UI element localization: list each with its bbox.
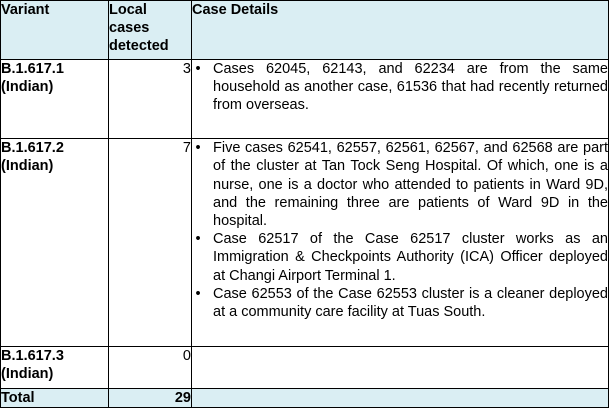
detail-text: Cases 62045, 62143, and 62234 are from the same household as another case, 61536 that had recently returned from overseas. xyxy=(213,61,608,114)
bullet-icon: • xyxy=(195,61,201,77)
detail-text: Case 62553 of the Case 62553 cluster is a cleaner deployed at a community care facility at Tuas South. xyxy=(213,285,608,320)
details-list xyxy=(192,139,608,321)
list-item xyxy=(192,230,608,285)
detail-text: Five cases 62541, 62557, 62561, 62567, and 62568 are part of the cluster at Tan Tock Seng Hospital. Of which, one is a nurse, one is a doctor who attended to patients in Ward 9D, and the remaining three are patients of Ward 9D in the hospital. xyxy=(213,140,608,229)
case-count: 3 xyxy=(109,60,192,139)
variant-name: B.1.617.3 (Indian) xyxy=(1,347,109,389)
list-item xyxy=(192,139,608,230)
case-details-empty xyxy=(192,347,609,389)
header-variant: Variant xyxy=(1,1,109,60)
table-row xyxy=(1,347,609,389)
total-row xyxy=(1,388,609,407)
header-local-cases: Local cases detected xyxy=(109,1,192,60)
header-case-details: Case Details xyxy=(192,1,609,60)
total-count: 29 xyxy=(109,388,192,407)
detail-text: Case 62517 of the Case 62517 cluster works as an Immigration & Checkpoints Authority (ICA) Officer deployed at Changi Airport Terminal 1. xyxy=(213,231,608,284)
details-list xyxy=(192,60,608,115)
case-count: 7 xyxy=(109,139,192,347)
header-row xyxy=(1,1,609,60)
table-row xyxy=(1,139,609,347)
table-row xyxy=(1,60,609,139)
bullet-icon: • xyxy=(195,231,201,248)
case-details xyxy=(192,60,609,139)
bullet-icon: • xyxy=(195,140,201,157)
total-label: Total xyxy=(1,388,109,407)
case-details xyxy=(192,139,609,347)
variant-name: B.1.617.1 (Indian) xyxy=(1,60,109,139)
case-count: 0 xyxy=(109,347,192,389)
total-details-empty xyxy=(192,388,609,407)
list-item xyxy=(192,60,608,115)
bullet-icon: • xyxy=(195,285,201,302)
variant-name: B.1.617.2 (Indian) xyxy=(1,139,109,347)
list-item xyxy=(192,285,608,321)
